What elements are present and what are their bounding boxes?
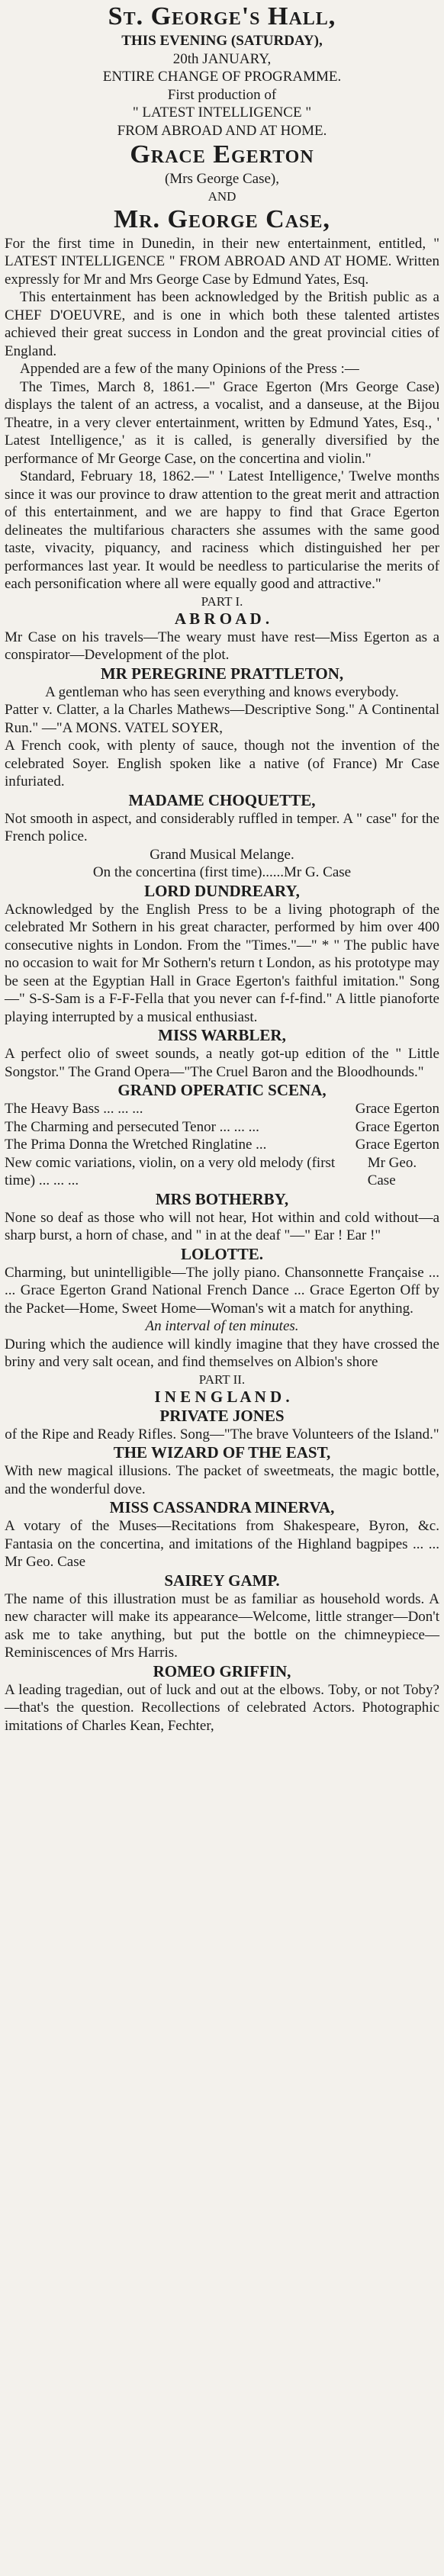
programme-change: ENTIRE CHANGE OF PROGRAMME.	[102, 69, 342, 85]
section-heading: MISS CASSANDRA MINERVA,	[109, 1498, 335, 1516]
section-heading: MADAME CHOQUETTE,	[128, 790, 316, 809]
performer: Mr Geo. Case	[367, 1154, 417, 1188]
section-text: None so deaf as those who will not hear, Hot within and cold without—a sharp burst, a horn of chase, and " in at the deaf "—" Ear ! Ear !"	[5, 1209, 439, 1243]
section-text: Grand Musical Melange.	[150, 846, 294, 863]
paragraph: This entertainment has been acknowledged by the British public as a CHEF D'OEUVRE, and is one in which both these talented artistes achieved their great success in London and the great provincial cities of England.	[5, 289, 439, 359]
section-text: On the concertina (first time)......Mr G. Case	[92, 864, 352, 880]
section-heading: MISS WARBLER,	[158, 1026, 286, 1044]
performer: Grace Egerton	[355, 1101, 439, 1117]
section-heading: LOLOTTE.	[181, 1244, 263, 1263]
paragraph: The Times, March 8, 1861.—" Grace Egerton (Mrs George Case) displays the talent of an actress, a vocalist, and a danseuse, at the Bijou Theatre, in a very clever entertainment, written by Edmund Yates, Esq., ' Latest Intelligence,' as it is called, is generally diversified by the performance of Mr George Case, on the concertina and violin."	[5, 378, 439, 467]
george-case: Mr. George Case,	[114, 204, 330, 233]
grace-egerton: Grace Egerton	[130, 140, 314, 169]
section-heading: ROMEO GRIFFIN,	[153, 1661, 291, 1680]
section-text: A votary of the Muses—Recitations from Shakespeare, Byron, &c. Fantasia on the concertina, and imitations of the Highland bagpipes ... ... Mr Geo. Case	[5, 1518, 439, 1570]
from-abroad: FROM ABROAD AND AT HOME.	[117, 122, 327, 139]
paragraph: Appended are a few of the many Opinions of the Press :—	[20, 361, 359, 377]
role: New comic variations, violin, on a very old melody (first time) ... ... ...	[5, 1154, 336, 1188]
interval: An interval of ten minutes.	[145, 1318, 299, 1334]
performer: Grace Egerton	[355, 1118, 439, 1135]
section-text: During which the audience will kindly imagine that they have crossed the briny and very salt ocean, and find themselves on Albion's shore	[5, 1336, 439, 1370]
section-heading: MR PEREGRINE PRATTLETON,	[100, 664, 344, 683]
section-text: Acknowledged by the English Press to be a living photograph of the celebrated Mr Sothern in his great character, performed by him over 400 consecutive nights in London. From the "Times."—" * " The public have no occasion to wait for Mr Sothern's return t London, as his prototype may be seen at the Egyptian Hall in Grace Egerton's faithful imitation." Song—" S-S-Sam is a F-F-Fella that you never can f-f-find." A little pianoforte playing interrupted by a musical enthusiast.	[5, 901, 439, 1025]
section-text: Not smooth in aspect, and considerably ruffled in temper. A " case" for the French police.	[5, 810, 439, 844]
section-text: A French cook, with plenty of sauce, though not the invention of the celebrated Soyer. English spoken like a native (of France) Mr Case infuriated.	[5, 738, 439, 790]
cast-row	[5, 1136, 439, 1154]
hall-title: St. George's Hall,	[108, 2, 336, 31]
section-text: A leading tragedian, out of luck and out at the elbows. Toby, or not Toby?—that's the question. Recollections of celebrated Actors. Photographic imitations of Charles Kean, Fechter,	[5, 1681, 439, 1734]
role: The Heavy Bass ... ... ...	[5, 1101, 143, 1117]
paragraph: For the first time in Dunedin, in their new entertainment, entitled, " LATEST INTELLIGENCE " FROM ABROAD AND AT HOME. Written expressly for Mr and Mrs George Case by Edmund Yates, Esq.	[5, 235, 439, 288]
section-text: Charming, but unintelligible—The jolly piano. Chansonnette Française ... ... Grace Egerton Grand National French Dance ... Grace Egerton Off by the Packet—Home, Sweet Home—Woman's wit a match for anything.	[5, 1264, 439, 1317]
section-heading: I N E N G L A N D .	[154, 1387, 290, 1406]
section-heading: GRAND OPERATIC SCENA,	[117, 1081, 327, 1099]
cast-row	[5, 1154, 439, 1190]
mrs-case: (Mrs George Case),	[164, 171, 280, 187]
evening: THIS EVENING (SATURDAY),	[121, 33, 323, 49]
section-heading: A B R O A D .	[174, 609, 270, 628]
section-text: A perfect olio of sweet sounds, a neatly got-up edition of the " Little Songstor." The Grand Opera—"The Cruel Baron and the Bloodhounds."	[5, 1046, 439, 1080]
cast-row	[5, 1118, 439, 1137]
first-production: First production of	[167, 86, 277, 103]
and: AND	[208, 188, 236, 204]
section-text: Patter v. Clatter, a la Charles Mathews—Descriptive Song." A Continental Run." —"A MONS. VATEL SOYER,	[5, 702, 439, 736]
part-heading: PART II.	[198, 1372, 246, 1387]
latest-intelligence: " LATEST INTELLIGENCE "	[132, 105, 312, 121]
section-heading: LORD DUNDREARY,	[144, 881, 300, 900]
date: 20th JANUARY,	[172, 50, 272, 67]
role: The Prima Donna the Wretched Ringlatine ...	[5, 1137, 267, 1153]
section-heading: PRIVATE JONES	[159, 1406, 285, 1425]
section-text: Mr Case on his travels—The weary must have rest—Miss Egerton as a conspirator—Development of the plot.	[5, 629, 439, 663]
part-heading: PART I.	[201, 593, 243, 609]
section-text: With new magical illusions. The packet of sweetmeats, the magic bottle, and the wonderful dove.	[5, 1463, 439, 1497]
paragraph: Standard, February 18, 1862.—" ' Latest Intelligence,' Twelve months since it was our province to draw attention to the great merit and attraction of this entertainment, and we are happy to find that Grace Egerton delineates the multifarious characters she assumes with the same good taste, vivacity, piquancy, and raciness which distinguished her per performances last year. It would be needless to particularise the merits of each personification where all were equally good and attractive."	[5, 468, 439, 592]
section-text: The name of this illustration must be as familiar as household words. A new character will make its appearance—Welcome, little stranger—Don't ask me to take anything, but put the bottle on the chimneypiece—Reminiscences of Mrs Harris.	[5, 1590, 439, 1661]
section-heading: MRS BOTHERBY,	[155, 1189, 289, 1208]
role: The Charming and persecuted Tenor ... ... ...	[5, 1118, 259, 1135]
section-heading: SAIREY GAMP.	[164, 1571, 280, 1590]
section-heading: THE WIZARD OF THE EAST,	[113, 1443, 331, 1462]
advertisement	[5, 0, 439, 1735]
section-text: A gentleman who has seen everything and knows everybody.	[45, 683, 399, 700]
performer: Grace Egerton	[355, 1137, 439, 1153]
section-text: of the Ripe and Ready Rifles. Song—"The brave Volunteers of the Island."	[5, 1426, 439, 1442]
cast-row	[5, 1100, 439, 1118]
